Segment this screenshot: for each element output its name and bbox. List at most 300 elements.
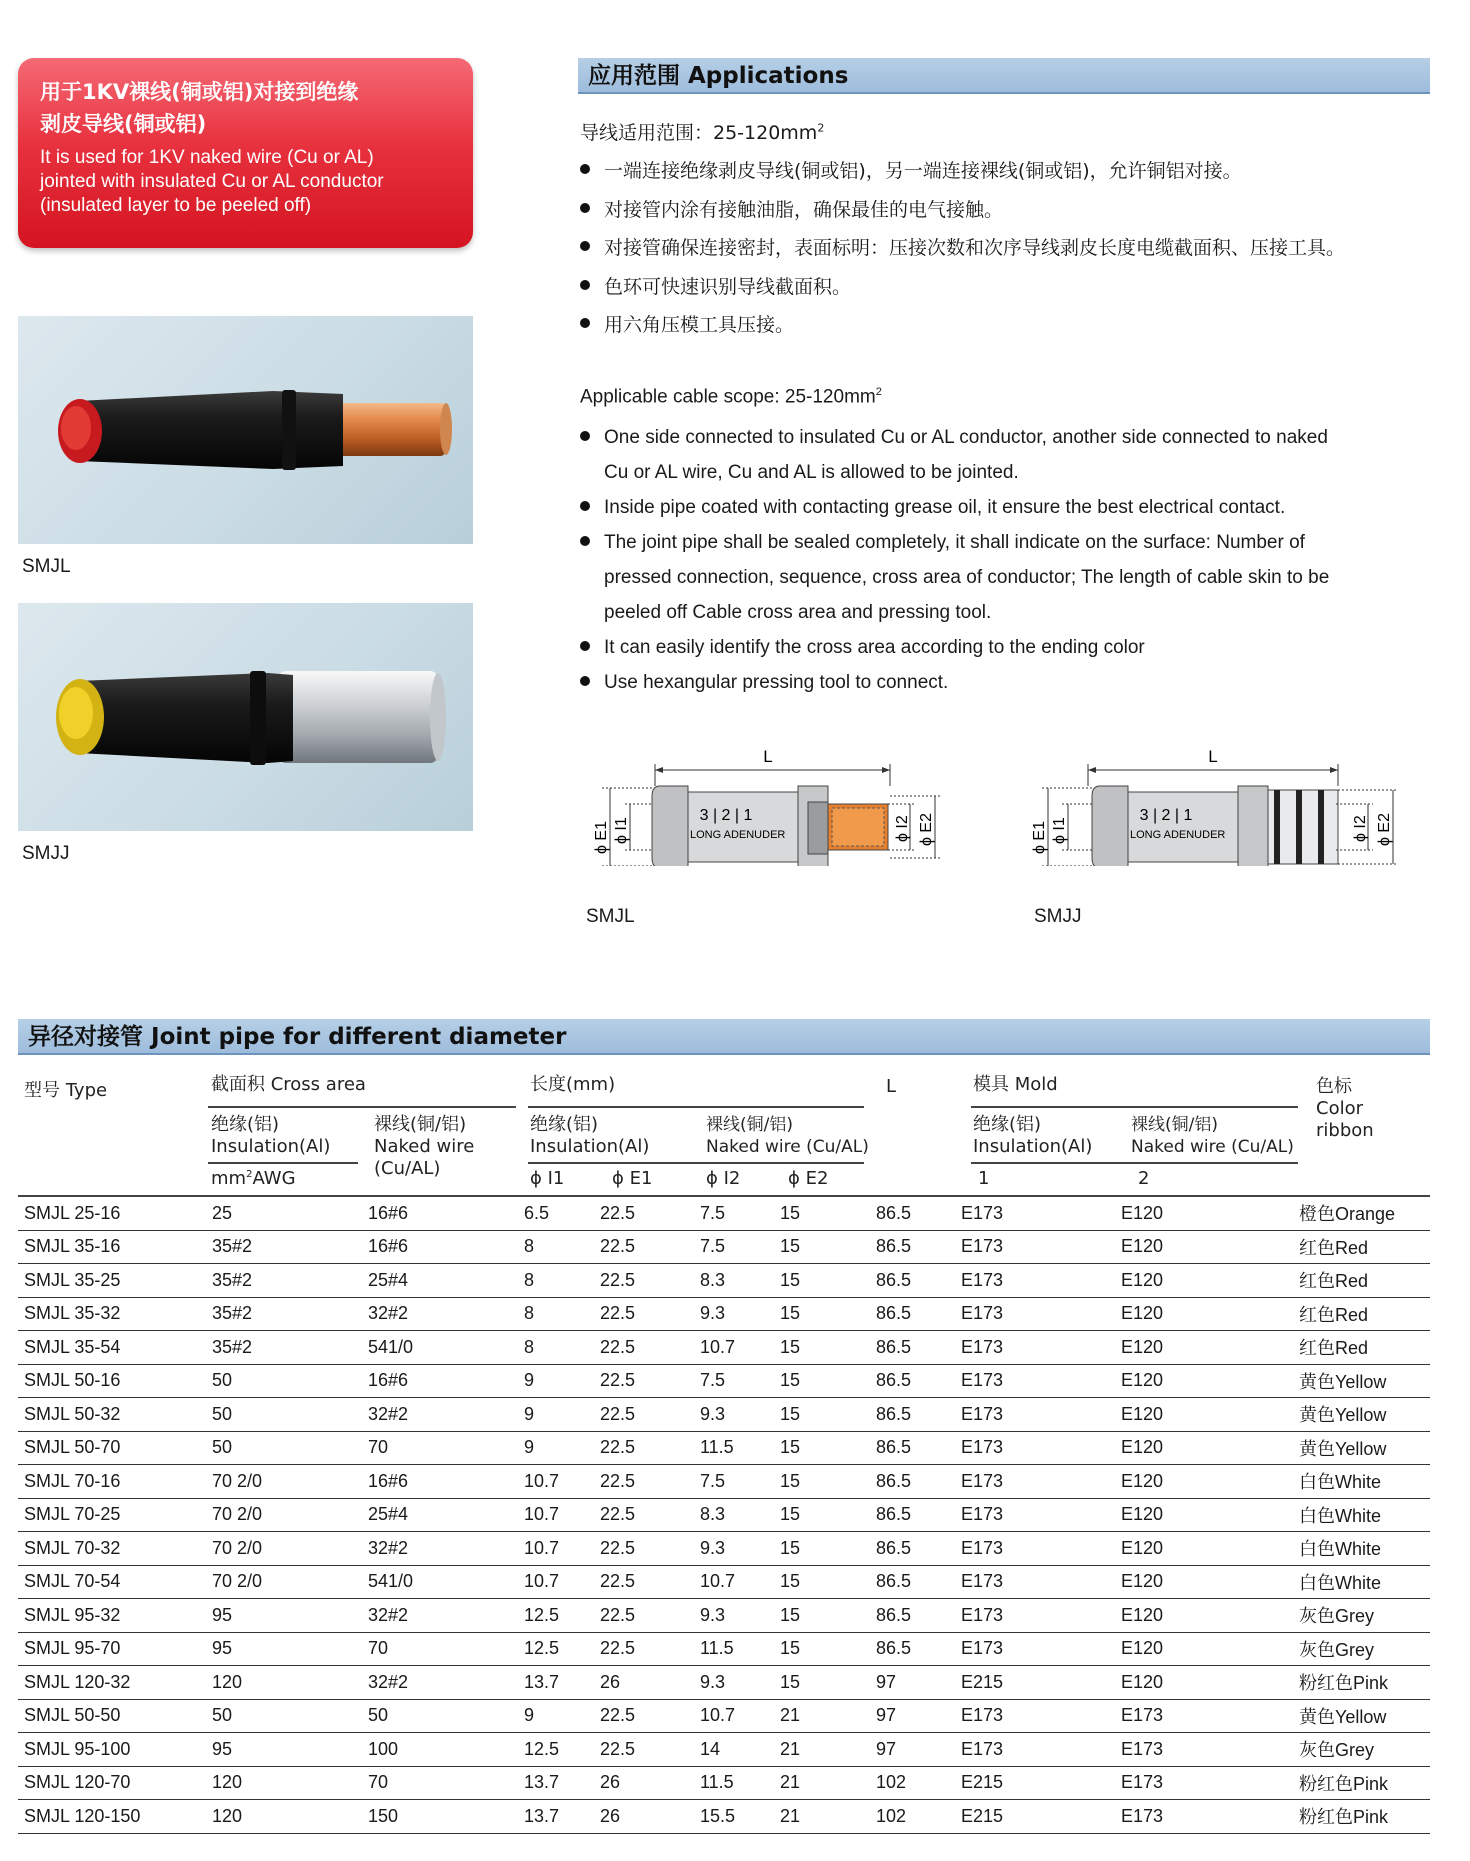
table-row <box>18 1800 1430 1834</box>
cell-ins: 70 2/0 <box>206 1532 368 1566</box>
cell-m1: E215 <box>961 1666 1121 1700</box>
cell-color: 黄色Yellow <box>1299 1364 1430 1398</box>
cell-L: 86.5 <box>876 1264 961 1298</box>
cell-L: 86.5 <box>876 1465 961 1499</box>
cell-e2: 15 <box>780 1632 876 1666</box>
cell-color: 粉红色Pink <box>1299 1666 1430 1700</box>
cell-e1: 22.5 <box>600 1398 700 1432</box>
cell-ins: 70 2/0 <box>206 1498 368 1532</box>
cell-type: SMJL 50-70 <box>18 1431 206 1465</box>
smjj-dim-I1: ϕ I1 <box>1051 817 1068 844</box>
cell-naked: 541/0 <box>368 1331 524 1365</box>
cell-e2: 15 <box>780 1532 876 1566</box>
cell-m1: E173 <box>961 1465 1121 1499</box>
cell-L: 86.5 <box>876 1599 961 1633</box>
smjl-photo-label: SMJL <box>22 556 71 577</box>
cell-m2: E173 <box>1121 1699 1299 1733</box>
cell-i2: 11.5 <box>700 1632 780 1666</box>
cell-ins: 95 <box>206 1632 368 1666</box>
smjj-dim-E2: ϕ E2 <box>1376 813 1393 846</box>
cell-type: SMJL 35-54 <box>18 1331 206 1365</box>
sub-header-mold-2: 2 <box>1138 1168 1150 1189</box>
cell-color: 粉红色Pink <box>1299 1766 1430 1800</box>
cell-e1: 22.5 <box>600 1498 700 1532</box>
cell-m2: E120 <box>1121 1599 1299 1633</box>
title-en-line2: jointed with insulated Cu or AL conductor <box>40 171 384 192</box>
divider <box>971 1106 1298 1108</box>
cell-m1: E173 <box>961 1632 1121 1666</box>
smjj-press-marks: 3 | 2 | 1 <box>1139 807 1193 824</box>
cell-m2: E120 <box>1121 1230 1299 1264</box>
col-header-color: 色标 Color ribbon <box>1316 1076 1374 1141</box>
cell-color: 白色White <box>1299 1565 1430 1599</box>
col-header-cross-area: 截面积 Cross area <box>211 1074 366 1095</box>
en-bullet-item: The joint pipe shall be sealed completely, it shall indicate on the surface: Number of pressed connection, sequence, cross area of conductor; The length of cable skin to be peeled off Cable cross area and pressing tool. <box>580 525 1460 630</box>
en-bullet-item: One side connected to insulated Cu or AL conductor, another side connected to naked Cu or AL wire, Cu and AL is allowed to be jointed. <box>580 420 1460 490</box>
smjl-brand-mark: LONG ADENUDER <box>690 829 786 841</box>
cell-ins: 50 <box>206 1398 368 1432</box>
cell-i2: 7.5 <box>700 1364 780 1398</box>
cn-scope-sup: 2 <box>817 121 825 135</box>
cell-naked: 70 <box>368 1632 524 1666</box>
cell-naked: 16#6 <box>368 1364 524 1398</box>
cell-L: 86.5 <box>876 1331 961 1365</box>
sub-header-i1: ϕ I1 <box>530 1168 565 1189</box>
smjj-photo <box>18 603 473 831</box>
cell-e2: 15 <box>780 1666 876 1700</box>
cell-i2: 8.3 <box>700 1264 780 1298</box>
cell-type: SMJL 35-16 <box>18 1230 206 1264</box>
sub-header-e2: ϕ E2 <box>788 1168 829 1189</box>
table-row <box>18 1599 1430 1633</box>
table-row <box>18 1264 1430 1298</box>
col-header-mold: 模具 Mold <box>973 1074 1058 1095</box>
cell-ins: 70 2/0 <box>206 1465 368 1499</box>
cell-color: 白色White <box>1299 1465 1430 1499</box>
cell-m1: E173 <box>961 1197 1121 1230</box>
cell-L: 86.5 <box>876 1230 961 1264</box>
cell-i1: 12.5 <box>524 1632 600 1666</box>
smjl-dim-L: L <box>763 747 773 766</box>
cell-i1: 8 <box>524 1230 600 1264</box>
smjj-dim-L: L <box>1208 747 1218 766</box>
cell-i1: 10.7 <box>524 1465 600 1499</box>
smjj-brand-mark: LONG ADENUDER <box>1130 829 1226 841</box>
cell-i2: 9.3 <box>700 1599 780 1633</box>
cell-type: SMJL 50-16 <box>18 1364 206 1398</box>
spec-table <box>18 1197 1430 1834</box>
cn-bullet-item: 对接管内涂有接触油脂，确保最佳的电气接触。 <box>580 195 1460 234</box>
cell-e2: 15 <box>780 1498 876 1532</box>
cell-type: SMJL 35-32 <box>18 1297 206 1331</box>
cell-e2: 21 <box>780 1766 876 1800</box>
cell-i2: 9.3 <box>700 1666 780 1700</box>
cell-m1: E215 <box>961 1766 1121 1800</box>
cell-ins: 50 <box>206 1431 368 1465</box>
en-scope-text: Applicable cable scope: 25-120mm <box>580 386 876 408</box>
table-row <box>18 1766 1430 1800</box>
sub-header-naked: 裸线(铜/铝) Naked wire (Cu/AL) <box>374 1114 475 1179</box>
cell-m2: E120 <box>1121 1197 1299 1230</box>
cell-color: 红色Red <box>1299 1297 1430 1331</box>
cell-naked: 16#6 <box>368 1230 524 1264</box>
cell-e1: 26 <box>600 1766 700 1800</box>
cell-type: SMJL 35-25 <box>18 1264 206 1298</box>
cell-i1: 10.7 <box>524 1498 600 1532</box>
cell-m2: E120 <box>1121 1297 1299 1331</box>
divider <box>208 1106 516 1108</box>
cn-bullet-item: 一端连接绝缘剥皮导线(铜或铝)，另一端连接裸线(铜或铝)，允许铜铝对接。 <box>580 156 1460 195</box>
cell-e2: 21 <box>780 1800 876 1834</box>
cell-e1: 22.5 <box>600 1331 700 1365</box>
smjl-dim-I2: ϕ I2 <box>894 815 911 842</box>
cell-type: SMJL 50-50 <box>18 1699 206 1733</box>
cell-e2: 15 <box>780 1465 876 1499</box>
cell-ins: 120 <box>206 1766 368 1800</box>
table-row <box>18 1398 1430 1432</box>
smjl-dim-E1: ϕ E1 <box>593 821 610 854</box>
cell-naked: 16#6 <box>368 1465 524 1499</box>
cell-i1: 8 <box>524 1331 600 1365</box>
smjl-dim-I1: ϕ I1 <box>613 817 630 844</box>
cell-L: 86.5 <box>876 1297 961 1331</box>
cell-m1: E173 <box>961 1398 1121 1432</box>
cell-e2: 15 <box>780 1599 876 1633</box>
cell-m2: E120 <box>1121 1465 1299 1499</box>
cn-scope <box>580 118 824 145</box>
divider <box>971 1162 1298 1164</box>
cn-bullet-item: 对接管确保连接密封，表面标明：压接次数和次序导线剥皮长度电缆截面积、压接工具。 <box>580 233 1460 272</box>
cell-i2: 7.5 <box>700 1465 780 1499</box>
cell-e1: 22.5 <box>600 1565 700 1599</box>
table-row <box>18 1733 1430 1767</box>
cell-color: 白色White <box>1299 1532 1430 1566</box>
cell-i1: 13.7 <box>524 1800 600 1834</box>
cell-ins: 120 <box>206 1666 368 1700</box>
table-row <box>18 1498 1430 1532</box>
cell-color: 白色White <box>1299 1498 1430 1532</box>
cell-color: 红色Red <box>1299 1264 1430 1298</box>
smjj-drawing-label: SMJJ <box>1034 906 1082 927</box>
cell-ins: 35#2 <box>206 1297 368 1331</box>
cell-m2: E120 <box>1121 1264 1299 1298</box>
cell-i2: 9.3 <box>700 1532 780 1566</box>
en-bullet-list <box>580 420 1460 700</box>
cell-m1: E173 <box>961 1565 1121 1599</box>
cell-e1: 26 <box>600 1800 700 1834</box>
table-row <box>18 1364 1430 1398</box>
cell-naked: 16#6 <box>368 1197 524 1230</box>
cell-m1: E173 <box>961 1230 1121 1264</box>
cell-ins: 120 <box>206 1800 368 1834</box>
en-bullet-item: Inside pipe coated with contacting grease oil, it ensure the best electrical contact. <box>580 490 1460 525</box>
cell-L: 86.5 <box>876 1565 961 1599</box>
cell-L: 102 <box>876 1800 961 1834</box>
cell-ins: 70 2/0 <box>206 1565 368 1599</box>
cell-i1: 9 <box>524 1364 600 1398</box>
cell-ins: 25 <box>206 1197 368 1230</box>
smjl-press-marks: 3 | 2 | 1 <box>699 807 753 824</box>
col-header-length: 长度(mm) <box>530 1074 616 1095</box>
smjj-dim-I2: ϕ I2 <box>1352 815 1369 842</box>
cell-m2: E173 <box>1121 1766 1299 1800</box>
cell-L: 86.5 <box>876 1197 961 1230</box>
smjj-photo-label: SMJJ <box>22 843 70 864</box>
cell-e1: 22.5 <box>600 1599 700 1633</box>
applications-header: 应用范围 Applications <box>578 58 1430 94</box>
cell-type: SMJL 120-32 <box>18 1666 206 1700</box>
sub-header-mold-1: 1 <box>978 1168 990 1189</box>
cell-m1: E173 <box>961 1331 1121 1365</box>
cell-color: 红色Red <box>1299 1230 1430 1264</box>
table-row <box>18 1431 1430 1465</box>
cn-scope-text: 导线适用范围：25-120mm <box>580 122 818 144</box>
cell-L: 86.5 <box>876 1498 961 1532</box>
title-cn-line1: 用于1KV裸线(铜或铝)对接到绝缘 <box>40 80 359 104</box>
table-row <box>18 1197 1430 1230</box>
cell-m1: E173 <box>961 1431 1121 1465</box>
cell-e1: 22.5 <box>600 1197 700 1230</box>
smjj-connector-image <box>18 603 473 831</box>
cell-m2: E120 <box>1121 1364 1299 1398</box>
cell-i1: 13.7 <box>524 1666 600 1700</box>
cell-e2: 15 <box>780 1398 876 1432</box>
cell-i2: 9.3 <box>700 1398 780 1432</box>
divider <box>208 1162 358 1164</box>
cell-i1: 10.7 <box>524 1532 600 1566</box>
cell-type: SMJL 25-16 <box>18 1197 206 1230</box>
sub-header-mold-naked: 裸线(铜/铝) Naked wire (Cu/AL) <box>1131 1115 1294 1157</box>
title-card <box>18 58 473 248</box>
cell-i1: 9 <box>524 1699 600 1733</box>
cell-e2: 15 <box>780 1230 876 1264</box>
col-header-L: L <box>886 1076 897 1097</box>
cell-m1: E173 <box>961 1498 1121 1532</box>
cell-naked: 100 <box>368 1733 524 1767</box>
cell-color: 灰色Grey <box>1299 1599 1430 1633</box>
title-en-line3: (insulated layer to be peeled off) <box>40 195 312 216</box>
cell-naked: 25#4 <box>368 1264 524 1298</box>
cell-i1: 9 <box>524 1431 600 1465</box>
cell-e2: 15 <box>780 1264 876 1298</box>
cell-color: 灰色Grey <box>1299 1733 1430 1767</box>
cell-ins: 35#2 <box>206 1264 368 1298</box>
cell-m2: E173 <box>1121 1800 1299 1834</box>
cn-bullet-item: 色环可快速识别导线截面积。 <box>580 272 1460 311</box>
cell-type: SMJL 95-70 <box>18 1632 206 1666</box>
cell-i2: 7.5 <box>700 1197 780 1230</box>
cell-ins: 50 <box>206 1699 368 1733</box>
cell-i2: 14 <box>700 1733 780 1767</box>
cell-e2: 15 <box>780 1431 876 1465</box>
cell-type: SMJL 50-32 <box>18 1398 206 1432</box>
table-row <box>18 1532 1430 1566</box>
cell-type: SMJL 95-100 <box>18 1733 206 1767</box>
cell-e1: 22.5 <box>600 1532 700 1566</box>
sub-header-len-ins: 绝缘(铝) Insulation(Al) <box>530 1114 650 1157</box>
cell-L: 86.5 <box>876 1532 961 1566</box>
cell-m2: E120 <box>1121 1431 1299 1465</box>
cell-L: 97 <box>876 1733 961 1767</box>
divider <box>528 1162 864 1164</box>
table-row <box>18 1699 1430 1733</box>
cell-i1: 9 <box>524 1398 600 1432</box>
sub-header-len-naked: 裸线(铜/铝) Naked wire (Cu/AL) <box>706 1115 869 1157</box>
cell-m2: E120 <box>1121 1331 1299 1365</box>
cell-L: 86.5 <box>876 1431 961 1465</box>
cell-i2: 11.5 <box>700 1431 780 1465</box>
title-cn-line2: 剥皮导线(铜或铝) <box>40 112 207 136</box>
cell-naked: 32#2 <box>368 1666 524 1700</box>
cell-e2: 15 <box>780 1297 876 1331</box>
en-bullet-item: Use hexangular pressing tool to connect. <box>580 665 1460 700</box>
cell-i1: 12.5 <box>524 1599 600 1633</box>
cell-naked: 150 <box>368 1800 524 1834</box>
cell-e1: 26 <box>600 1666 700 1700</box>
cell-e1: 22.5 <box>600 1733 700 1767</box>
smjj-technical-drawing <box>1028 746 1428 866</box>
cell-i2: 7.5 <box>700 1230 780 1264</box>
divider <box>528 1106 864 1108</box>
cell-ins: 35#2 <box>206 1230 368 1264</box>
cell-color: 黄色Yellow <box>1299 1398 1430 1432</box>
cell-e1: 22.5 <box>600 1632 700 1666</box>
cell-color: 黄色Yellow <box>1299 1431 1430 1465</box>
cell-L: 97 <box>876 1666 961 1700</box>
cell-m1: E173 <box>961 1599 1121 1633</box>
cell-m2: E120 <box>1121 1565 1299 1599</box>
cell-ins: 95 <box>206 1599 368 1633</box>
cell-i1: 8 <box>524 1297 600 1331</box>
cell-i1: 13.7 <box>524 1766 600 1800</box>
cell-naked: 70 <box>368 1766 524 1800</box>
cell-e1: 22.5 <box>600 1699 700 1733</box>
cell-m1: E173 <box>961 1532 1121 1566</box>
smjl-photo <box>18 316 473 544</box>
cell-e2: 15 <box>780 1197 876 1230</box>
sub-header-i2: ϕ I2 <box>706 1168 741 1189</box>
cell-i1: 8 <box>524 1264 600 1298</box>
title-en-block <box>40 146 451 218</box>
cell-naked: 70 <box>368 1431 524 1465</box>
cell-L: 86.5 <box>876 1364 961 1398</box>
spec-table-body <box>18 1197 1430 1833</box>
cell-m1: E173 <box>961 1699 1121 1733</box>
en-scope-sup: 2 <box>875 386 882 398</box>
cell-color: 黄色Yellow <box>1299 1699 1430 1733</box>
table-row <box>18 1565 1430 1599</box>
cell-m2: E173 <box>1121 1733 1299 1767</box>
table-row <box>18 1666 1430 1700</box>
cell-e1: 22.5 <box>600 1465 700 1499</box>
cell-type: SMJL 120-70 <box>18 1766 206 1800</box>
table-row <box>18 1331 1430 1365</box>
cell-naked: 25#4 <box>368 1498 524 1532</box>
smjl-dim-E2: ϕ E2 <box>918 813 935 846</box>
table-row <box>18 1297 1430 1331</box>
cell-i1: 10.7 <box>524 1565 600 1599</box>
cell-ins: 35#2 <box>206 1331 368 1365</box>
cell-m1: E173 <box>961 1264 1121 1298</box>
col-header-type: 型号 Type <box>24 1080 108 1101</box>
cell-e2: 15 <box>780 1331 876 1365</box>
cell-type: SMJL 70-32 <box>18 1532 206 1566</box>
cell-m2: E120 <box>1121 1398 1299 1432</box>
table-header <box>18 1058 1430 1198</box>
cell-e1: 22.5 <box>600 1230 700 1264</box>
cell-type: SMJL 70-25 <box>18 1498 206 1532</box>
table-row <box>18 1230 1430 1264</box>
cell-e2: 15 <box>780 1565 876 1599</box>
cell-color: 橙色Orange <box>1299 1197 1430 1230</box>
cell-naked: 50 <box>368 1699 524 1733</box>
en-scope <box>580 386 882 408</box>
cell-m1: E173 <box>961 1297 1121 1331</box>
table-row <box>18 1465 1430 1499</box>
cell-naked: 32#2 <box>368 1532 524 1566</box>
cell-i2: 10.7 <box>700 1699 780 1733</box>
sub-header-mold-ins: 绝缘(铝) Insulation(Al) <box>973 1114 1093 1157</box>
table-row <box>18 1632 1430 1666</box>
cell-type: SMJL 120-150 <box>18 1800 206 1834</box>
cell-color: 红色Red <box>1299 1331 1430 1365</box>
cell-type: SMJL 70-16 <box>18 1465 206 1499</box>
cell-i2: 15.5 <box>700 1800 780 1834</box>
sub-header-ins: 绝缘(铝) Insulation(Al) <box>211 1114 331 1157</box>
cell-m2: E120 <box>1121 1532 1299 1566</box>
cell-type: SMJL 95-32 <box>18 1599 206 1633</box>
en-bullet-item: It can easily identify the cross area according to the ending color <box>580 630 1460 665</box>
sub-header-e1: ϕ E1 <box>612 1168 653 1189</box>
cell-L: 86.5 <box>876 1632 961 1666</box>
cell-L: 86.5 <box>876 1398 961 1432</box>
smjl-connector-image <box>18 316 473 544</box>
cell-i2: 8.3 <box>700 1498 780 1532</box>
cell-e2: 21 <box>780 1699 876 1733</box>
cell-naked: 32#2 <box>368 1599 524 1633</box>
cell-i1: 6.5 <box>524 1197 600 1230</box>
cn-bullet-list <box>580 156 1460 349</box>
title-en-line1: It is used for 1KV naked wire (Cu or AL) <box>40 147 374 168</box>
cell-ins: 50 <box>206 1364 368 1398</box>
cell-type: SMJL 70-54 <box>18 1565 206 1599</box>
table-section-header: 异径对接管 Joint pipe for different diameter <box>18 1019 1430 1055</box>
sub-header-unit: $mm^2AWG$ <box>211 1168 296 1189</box>
cell-naked: 32#2 <box>368 1398 524 1432</box>
cn-bullet-item: 用六角压模工具压接。 <box>580 310 1460 349</box>
smjj-dim-E1: ϕ E1 <box>1031 821 1048 854</box>
cell-e1: 22.5 <box>600 1297 700 1331</box>
cell-m1: E215 <box>961 1800 1121 1834</box>
cell-L: 97 <box>876 1699 961 1733</box>
cell-color: 粉红色Pink <box>1299 1800 1430 1834</box>
cell-i2: 9.3 <box>700 1297 780 1331</box>
cell-e2: 21 <box>780 1733 876 1767</box>
cell-e1: 22.5 <box>600 1364 700 1398</box>
cell-naked: 541/0 <box>368 1565 524 1599</box>
cell-e1: 22.5 <box>600 1264 700 1298</box>
smjl-drawing-label: SMJL <box>586 906 635 927</box>
cell-m1: E173 <box>961 1364 1121 1398</box>
cell-i2: 11.5 <box>700 1766 780 1800</box>
smjl-technical-drawing <box>580 746 970 866</box>
cell-m2: E120 <box>1121 1498 1299 1532</box>
cell-m2: E120 <box>1121 1632 1299 1666</box>
cell-L: 102 <box>876 1766 961 1800</box>
cell-e1: 22.5 <box>600 1431 700 1465</box>
cell-i1: 12.5 <box>524 1733 600 1767</box>
cell-m2: E120 <box>1121 1666 1299 1700</box>
